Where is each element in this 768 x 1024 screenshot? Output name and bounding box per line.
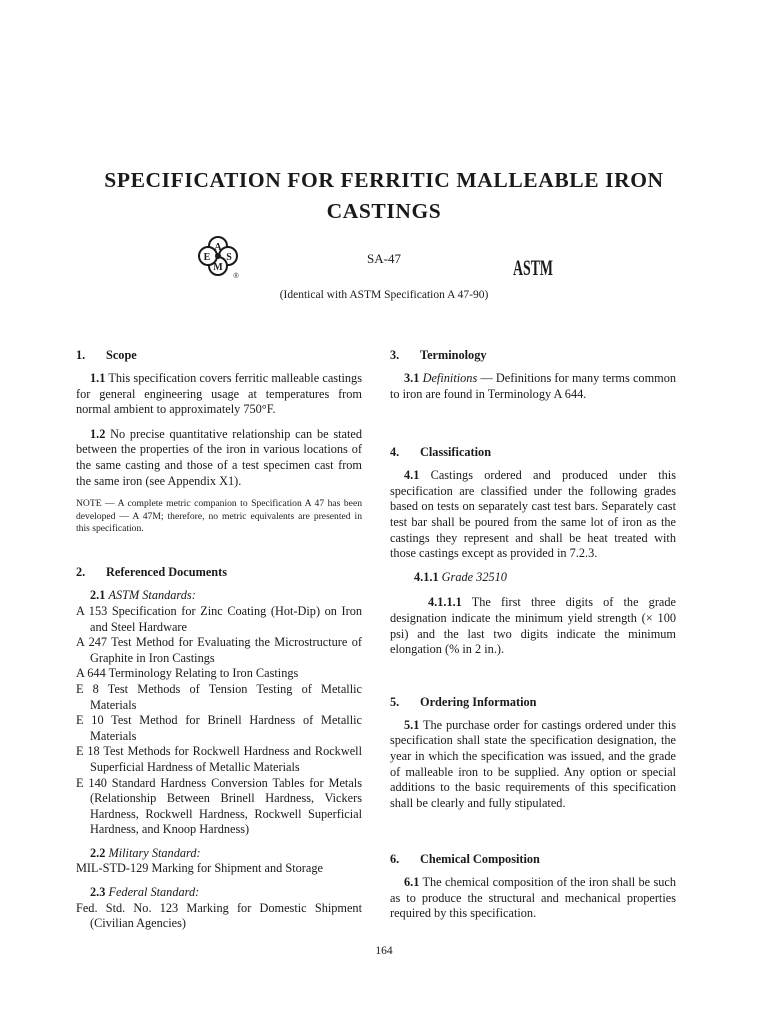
paragraph-number: 6.1 bbox=[404, 875, 420, 890]
paragraph-text: The first three digits of the grade designation indicate the minimum yield strength (× 100 psi) and the last two digits indicate the minimum elongation (% in 2 in.). bbox=[390, 595, 676, 657]
paragraph-text: Castings ordered and produced under this specification are classified under the following grades based on tests on separately cast test bars. Separately cast test bar shall be poured from the same lot of iron as the castings they represent and shall be heat treated with those castings except as provided in 7.2.3. bbox=[390, 468, 676, 561]
paragraph-number: 3.1 bbox=[404, 371, 420, 385]
section-classification-heading bbox=[390, 444, 676, 460]
section-number: 4. bbox=[390, 445, 400, 460]
reference-item: E 8 Test Methods of Tension Testing of Metallic Materials bbox=[76, 681, 362, 712]
astm-logo-text: ASTM bbox=[513, 255, 554, 280]
paragraph-number: 4.1 bbox=[404, 468, 420, 483]
section-number: 1. bbox=[76, 348, 86, 362]
reference-item: E 18 Test Methods for Rockwell Hardness and Rockwell Superficial Hardness of Metallic Materials bbox=[76, 744, 362, 774]
reference-item: E 10 Test Method for Brinell Hardness of Metallic Materials bbox=[76, 713, 362, 743]
paragraph-number: 5.1 bbox=[404, 717, 420, 732]
paragraph-1-2 bbox=[76, 427, 362, 489]
paragraph-3-1 bbox=[390, 371, 676, 402]
right-column bbox=[390, 347, 676, 922]
paragraph-4-1 bbox=[390, 468, 676, 562]
logo-letter-a: A bbox=[214, 242, 222, 253]
section-number: 3. bbox=[390, 348, 400, 362]
subsection-number: 2.1 bbox=[90, 588, 106, 603]
reference-item: A 644 Terminology Relating to Iron Castings bbox=[76, 666, 299, 681]
logo-letter-e: E bbox=[203, 252, 211, 263]
section-ordering-heading bbox=[390, 694, 676, 710]
paragraph-text: The chemical composition of the iron shall be such as to produce the structural and mechanical properties required by this specification. bbox=[390, 875, 676, 921]
paragraph-number: 1.2 bbox=[90, 426, 106, 441]
designation: SA-47 bbox=[367, 251, 401, 266]
section-scope-heading bbox=[76, 347, 362, 363]
section-number: 6. bbox=[390, 852, 400, 867]
paragraph-4-1-1-1 bbox=[390, 595, 676, 657]
reference-item: E 140 Standard Hardness Conversion Tables for Metals (Relationship Between Brinell Hardness, Vickers Hardness, Rockwell Hardness, Rockwell Superficial Hardness, and Knoop Hardness) bbox=[76, 775, 362, 837]
logo-letter-s: S bbox=[226, 252, 232, 263]
left-column bbox=[76, 347, 362, 932]
paragraph-text: The purchase order for castings ordered under this specification shall state the specification designation, the year in which the specification was issued, and the grade of malleable iron to be supplied. Any option or special additions to the basic requirements of this specification shall be clearly and fully stipulated. bbox=[390, 717, 676, 810]
paragraph-number: 1.1 bbox=[90, 371, 106, 385]
section-number: 2. bbox=[76, 565, 86, 580]
section-title: Ordering Information bbox=[420, 694, 537, 709]
section-terminology-heading bbox=[390, 347, 676, 363]
reference-item: Fed. Std. No. 123 Marking for Domestic Shipment (Civilian Agencies) bbox=[76, 900, 362, 931]
section-number: 5. bbox=[390, 694, 400, 709]
paragraph-text: — Definitions for many terms common to iron are found in Terminology A 644. bbox=[390, 371, 677, 401]
section-referenced-heading bbox=[76, 564, 362, 580]
identical-note: (Identical with ASTM Specification A 47-90) bbox=[279, 289, 489, 301]
registered-mark: ® bbox=[233, 273, 239, 280]
section-title: Classification bbox=[420, 445, 492, 460]
paragraph-number: 4.1.1 bbox=[414, 569, 439, 584]
subsection-number: 2.2 bbox=[90, 845, 106, 860]
federal-standard-label bbox=[76, 885, 362, 901]
military-standard-label bbox=[76, 846, 362, 862]
paragraph-text: This specification covers ferritic malleable castings for general engineering usage at temperatures from normal ambient to approximately 750°F. bbox=[76, 371, 362, 417]
paragraph-1-1 bbox=[76, 371, 362, 418]
paragraph-text: No precise quantitative relationship can be stated between the properties of the iron in various locations of the same casting and those of a test specimen cast from the same iron (see Appendix X1). bbox=[76, 426, 362, 488]
reference-item: MIL-STD-129 Marking for Shipment and Storage bbox=[76, 861, 323, 876]
reference-item: A 247 Test Method for Evaluating the Microstructure of Graphite in Iron Castings bbox=[76, 635, 362, 665]
subsection-label: Federal Standard: bbox=[108, 885, 200, 900]
document-title bbox=[60, 165, 708, 227]
section-chemical-heading bbox=[390, 851, 676, 867]
paragraph-5-1 bbox=[390, 718, 676, 812]
section-title: Referenced Documents bbox=[106, 565, 227, 580]
subsection-number: 2.3 bbox=[90, 885, 106, 900]
section-title: Chemical Composition bbox=[420, 852, 540, 867]
grade-heading bbox=[390, 570, 676, 586]
astm-standards-label bbox=[76, 588, 362, 604]
paragraph-6-1 bbox=[390, 875, 676, 922]
reference-item: A 153 Specification for Zinc Coating (Hot-Dip) on Iron and Steel Hardware bbox=[76, 603, 362, 634]
title-line-1: SPECIFICATION FOR FERRITIC MALLEABLE IRON bbox=[104, 168, 664, 192]
astm-logo-icon bbox=[510, 236, 556, 282]
paragraph-label: Definitions bbox=[422, 371, 478, 385]
title-line-2: CASTINGS bbox=[326, 199, 442, 223]
page-number: 164 bbox=[375, 945, 393, 957]
section-title: Scope bbox=[106, 348, 137, 362]
metric-note: NOTE — A complete metric companion to Specification A 47 has been developed — A 47M; therefore, no metric equivalents are presented in this specification. bbox=[76, 498, 362, 534]
paragraph-number: 4.1.1.1 bbox=[428, 595, 462, 610]
subsection-label: ASTM Standards: bbox=[108, 588, 196, 603]
section-title: Terminology bbox=[420, 348, 487, 362]
logo-letter-m: M bbox=[213, 262, 223, 273]
grade-label: Grade 32510 bbox=[441, 569, 507, 584]
subsection-label: Military Standard: bbox=[108, 845, 201, 860]
